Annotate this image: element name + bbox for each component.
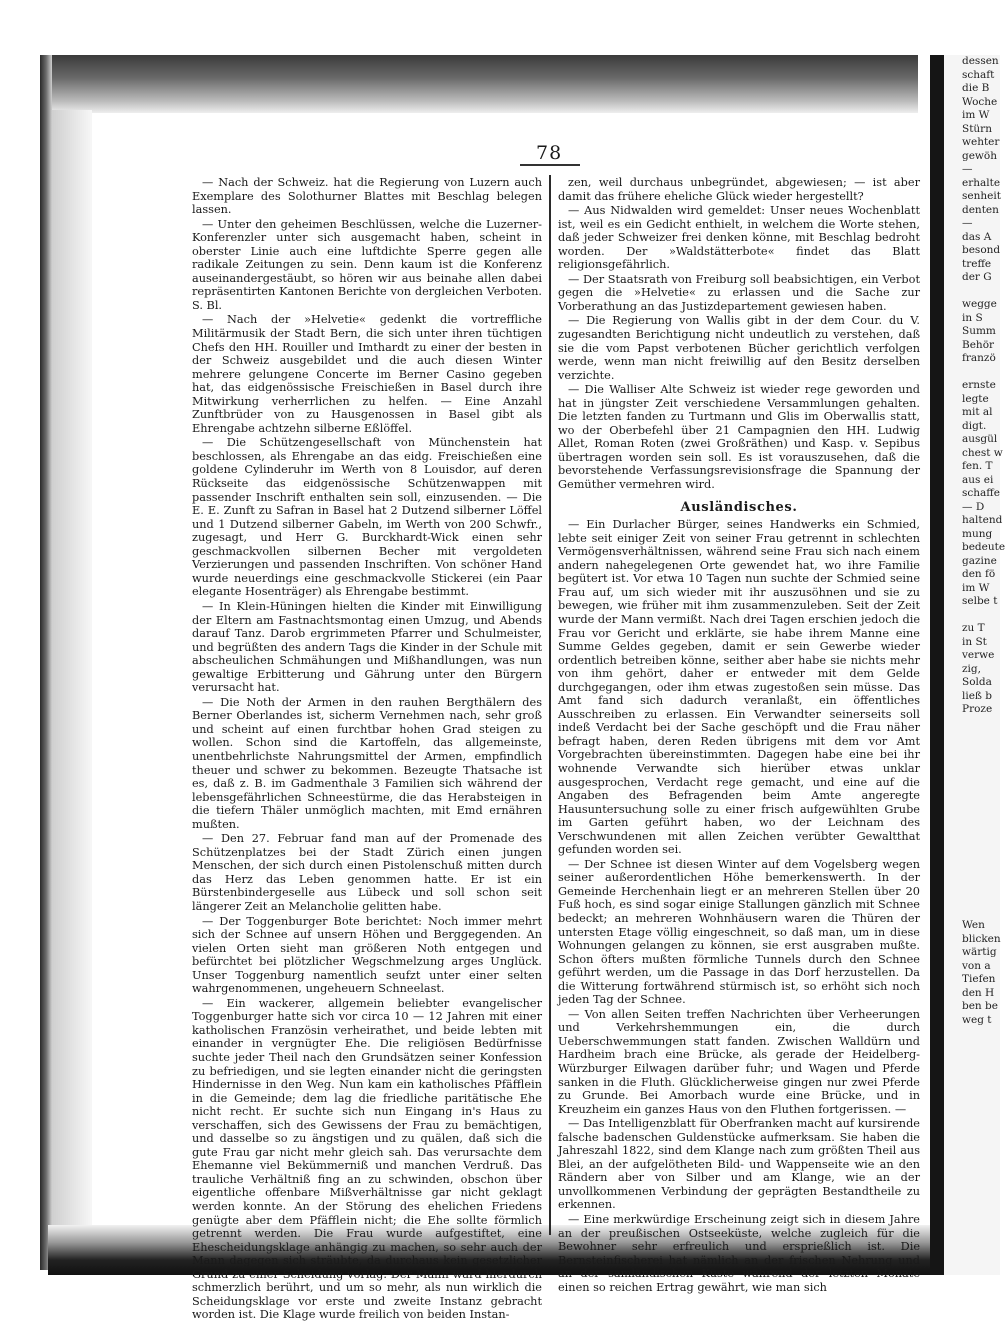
article-paragraph: — Eine merkwürdige Erscheinung zeigt sich in diesem Jahre an der preußischen Ostseeküste, welche zugleich für die Bewohner sehr erfreulich und ersprießlich ist. Die Bernsteinfischerei hat nämlich an der frischen Nehrung und an der samländischen Küste während der letzten Monate einen so reichen Ertrag gewährt, wie man sich [558,1213,920,1294]
facing-page-line: im W [962,109,990,121]
facing-page-line: legte [962,392,989,405]
facing-page-line: treffe [962,257,992,270]
facing-page-line: mung [962,527,993,540]
header-rule [520,164,580,166]
facing-page-line: chest w [962,446,1003,459]
facing-page-line: Proze [962,703,993,715]
facing-page-line: das A [962,230,992,243]
article-paragraph: — Ein Durlacher Bürger, seines Handwerks ein Schmied, lebte seit einiger Zeit von seiner Frau getrennt in schlechten Vermögensverhältnissen, während seine Frau sich nach einem andern nahegelegenen Orte gewendet hat, wo ihre Familie begütert ist. Vor etwa 10 Tagen nun suchte der Schmied seine Frau auf, um sich wieder mit ihr auszusöhnen und sie zu bewegen, wie früher mit ihm zusammenzuleben. Seit der Zeit wurde der Mann vermißt. Nach drei Tagen erschien jedoch die Frau vor Gericht und erklärte, sie habe ihrem Manne eine Summe Geldes gegeben, damit er sein Gewerbe wieder ordentlich betreiben könne, seither aber habe sie nichts mehr von ihm gehört, daher er entweder mit dem Gelde durchgegangen, oder ihm etwas zugestoßen sein müsse. Das Amt fand sich dadurch veranlaßt, ein öffentliches Ausschreiben zu erlassen. Ein Verwandter seinerseits soll indeß Verdacht bei der Sache geschöpft und die Frau näher befragt haben, deren Reden übrigens mit dem vor Amt Vorgebrachten übereinstimmten. Dagegen habe eine bei ihr wohnende Verwandte sich hierüber etwas unklar ausgesprochen, Verdacht rege gemacht, und eine auf die Angaben des Befragenden beim Amte angeregte Hausuntersuchung solle zu einer frisch aufgewühlten Grube im Garten geführt haben, wo der Leichnam des Verschwundenen mit allen Zeichen verübter Gewaltthat gefunden worden sei. [558,518,920,857]
facing-page-line: im W [962,581,990,594]
facing-page-line [944,771,1000,785]
facing-page-line: schaft [962,68,995,81]
facing-page-line: Solda [962,676,992,688]
scan-margin-top [0,0,1000,62]
facing-page-line: den H [962,986,995,999]
facing-page-line [944,366,1000,380]
facing-page-line [944,717,1000,731]
facing-page-line: Stürn [962,122,992,135]
facing-page-line [944,865,1000,879]
facing-page-line: Wen [962,919,985,931]
facing-page-line: gewöh [962,149,998,162]
facing-page-line: selbe t [962,595,998,607]
facing-page-line: wärtig [962,946,997,958]
facing-page-line: von a [962,959,991,972]
facing-page-line: ließ b [962,689,993,702]
facing-page-line: — [962,163,973,175]
left-column [192,176,542,1323]
facing-page-line: den fö [962,568,996,580]
article-paragraph: — Unter den geheimen Beschlüssen, welche die Luzerner-Konferenzler unter sich ausgemacht haben, scheint in oberster Linie auch eine luftdichte Sperre gegen alle radikale Zeitungen zu sein. Denn kaum ist die Konferenz auseinandergestäubt, so hören wir aus beinahe allen dabei repräsentirten Kantonen Berichte von dergleichen Verboten. S. Bl. [192,217,542,312]
facing-page-line: besond [962,244,1001,256]
book-gutter [930,55,944,1275]
facing-page-line: zig, [962,662,981,675]
facing-page-line: bedeute [962,541,1005,553]
facing-page-line: in St [962,635,987,648]
article-paragraph: — Von allen Seiten treffen Nachrichten über Verheerungen und Verkehrshemmungen ein, die durch Ueberschwemmungen statt fanden. Zwischen Walldürn und Hardheim brach eine Brücke, als gerade der Heidelberg-Würzburger Eilwagen darüber fuhr; und Wagen und Pferde sanken in die Fluth. Glücklicherweise gingen nur zwei Pferde zu Grunde. Bei Amorbach wurde eine Brücke, und in Kreuzheim ein ganzes Haus von den Fluthen fortgerissen. — [558,1007,920,1116]
article-paragraph: — Das Intelligenzblatt für Oberfranken macht auf kursirende falsche badenschen Guldenstücke aufmerksam. Sie haben die Jahreszahl 1822, sind dem Klange nach zum größten Theil aus Blei, an der aufgelötheten Bild- und Wappenseite wie an den Rändern aber von Silber und am Klange, wie an der unvollkommenen Verbindung der geprägten Bestandtheile zu erkennen. [558,1117,920,1212]
facing-page-line [944,892,1000,906]
facing-page-line: wegge [962,298,997,310]
facing-page-line: weg t [962,1013,992,1026]
facing-page-line: Woche [962,95,998,108]
facing-page-line: fen. T [962,460,993,472]
facing-page-line: dessen [962,55,999,67]
facing-page-line [944,798,1000,812]
facing-page-line [944,744,1000,758]
facing-page-line: — D [962,500,985,513]
facing-page-line: denten [962,203,999,216]
facing-page-line: blicken [962,932,1001,945]
facing-page-line [944,825,1000,839]
facing-page-line [944,285,1000,299]
facing-page-line: der G [962,271,992,283]
facing-page-line: wehter [962,136,1000,148]
article-paragraph: zen, weil durchaus unbegründet, abgewiesen; — ist aber damit das frühere eheliche Glück wieder hergestellt? [558,176,920,203]
facing-page-line: ausgül [962,433,998,445]
facing-page-line: Tiefen [962,973,996,985]
article-paragraph: — Die Regierung von Wallis gibt in der dem Cour. du V. zugesandten Berichtigung nicht undeutlich zu verstehen, daß sie die vom Papst verbotenen Bücher gerichtlich verfolgen werde, wenn man nicht freiwillig auf den Besitz derselben verzichte. [558,314,920,382]
page-edge-shadow [52,110,92,1230]
article-paragraph: — In Klein-Hüningen hielten die Kinder mit Einwilligung der Eltern am Fastnachtsmontag einen Umzug, und Abends darauf Tanz. Darob ergrimmeten Pfarrer und Schulmeister, und begrüßten des andern Tags die Kinder in der Schule mit abscheulichen Schmähungen und Mißhandlungen, was nun gewaltige Erbitterung und Gährung unter den Bürgern verursacht hat. [192,599,542,695]
facing-page-line: mit al [962,406,993,418]
facing-page-line: die B [962,82,990,94]
article-paragraph: — Nach der »Helvetie« gedenkt die vortreffliche Militärmusik der Stadt Bern, die sich unter ihren tüchtigen Chefs den HH. Rouiller und Imthardt zu einer der besten in der Schweiz ausgebildet und die auch diesen Winter mehrere gelungene Concerte im Berner Casino gegeben hat, das eidgenössische Freischießen in Basel durch ihre Mitwirkung verherrlichen zu helfen. — Eine Anzahl Zunftbrüder von zu Hausgenossen in Basel gibt als Ehrengabe achtzehn silberne Eßlöffel. [192,313,542,435]
column-divider [549,175,551,1235]
article-paragraph: — Ein wackerer, allgemein beliebter evangelischer Toggenburger hatte sich vor circa 10 — 12 Jahren mit einer katholischen Französin verheirathet, und beide lebten mit einander in vergnügter Ehe. Die religiösen Bedürfnisse suchte jeder Theil nach den Grundsätzen seiner Konfession zu befriedigen, und sie legten einander nicht die geringsten Hindernisse in den Weg. Nun kam ein katholisches Pfäfflein in die Gemeinde; dem lag die friedliche paritätische Ehe nicht recht. Er suchte sich nun Eingang in's Haus zu verschaffen, sich des Gewissens der Frau zu bemächtigen, und dasselbe so zu ängstigen und zu quälen, daß sich die gute Frau gar nicht mehr gleich sah. Das verursachte dem Ehemanne viel Bekümmerniß und manchen Verdruß. Das trauliche Verhältniß fing an zu schwinden, obschon über eigentliche offenbare Mißverhältnisse gar nicht geklagt werden konnte. An der Störung des ehelichen Friedens genügte aber dem Pfäfflein nicht; die Ehe sollte förmlich getrennt werden. Die Frau wurde aufgestiftet, eine Ehescheidungsklage anhängig zu machen, so sehr auch der Mann dagegen sich sträubte, da durchaus kein gesetzlicher Grund zu einer Scheidung vorlag. Der Mann ward hierdurch schmerzlich berührt, und um so mehr, als nun wirklich die Scheidungsklage vor erste und zweite Instanz gebracht worden ist. Die Klage wurde freilich von beiden Instan- [192,996,542,1322]
facing-page-line [944,879,1000,893]
facing-page-line [944,906,1000,920]
facing-page-line: senheit [962,190,1001,202]
facing-page-line [944,838,1000,852]
article-paragraph: — Die Noth der Armen in den rauhen Bergthälern des Berner Oberlandes ist, sicherm Vernehmen nach, sehr groß und scheint auf einen furchtbar hohen Grad steigen zu wollen. Schon sind die Kartoffeln, das allgemeinste, unentbehrlichste Nahrungsmittel der Armen, empfindlich theuer und schwer zu bekommen. Bezeugte Thatsache ist es, daß z. B. im Gadmenthale 3 Familien sich während der lebensgefährlichen Schneestürme, die das Herabsteigen in die tiefern Thäler unmöglich machten, mit Emd ernähren mußten. [192,695,542,831]
page-number: 78 [536,142,563,164]
article-paragraph: — Der Staatsrath von Freiburg soll beabsichtigen, ein Verbot gegen die »Helvetie« zu erlassen und die Sache zur Vorberathung an das Justizdepartement gewiesen haben. [558,272,920,313]
right-column-foreign-news [558,518,920,1294]
facing-page-line: Summ [962,325,996,337]
scan-frame-left [40,55,52,1270]
facing-page-line: Behör [962,338,995,351]
facing-page-line: erhalte [962,176,1001,189]
facing-page-line: aus ei [962,473,994,486]
right-column-domestic-news [558,176,920,492]
article-paragraph: — Nach der Schweiz. hat die Regierung von Luzern auch Exemplare des Solothurner Blattes mit Beschlag belegen lassen. [192,176,542,217]
facing-page-line: zu T [962,622,985,634]
facing-page-line: ben be [962,1000,998,1012]
facing-page-line [944,852,1000,866]
facing-page-line: verwe [962,649,995,661]
facing-page-line [944,811,1000,825]
article-paragraph: — Der Schnee ist diesen Winter auf dem Vogelsberg wegen seiner außerordentlichen Höhe bemerkenswerth. In der Gemeinde Herchenhain liegt er an mehreren Stellen über 20 Fuß hoch, es sind sogar einige Stallungen gänzlich mit Schnee bedeckt; an mehreren Wohnhäusern waren die Thüren der untersten Etage völlig eingeschneit, so daß man, um in diese Wohnungen gelangen zu können, sie erst ausgraben mußte. Schon öfters mußten förmliche Tunnels durch den Schnee geführt werden, um die Passage in das Dorf herzustellen. Da die Witterung fortwährend stürmisch ist, so erhöht sich noch jeden Tag der Schnee. [558,857,920,1007]
facing-page-line [944,757,1000,771]
facing-page-line [944,609,1000,623]
facing-page-fragment [944,55,1005,1275]
article-paragraph: — Die Schützengesellschaft von Münchenstein hat beschlossen, als Ehrengabe an das eidg. Freischießen eine goldene Cylinderuhr im Werth von 8 Louisdor, auf deren Rückseite das eidgenössische Schützenwappen mit passender Inschrift enthalten sein soll, einzusenden. — Die E. E. Zunft zu Safran in Basel hat 2 Dutzend silberner Löffel und 1 Dutzend silberner Gabeln, im Werth von 200 Schwfr., zugesagt, und Herr G. Burckhardt-Wick einen sehr geschmackvollen silbernen Becher mit vergoldeten Verzierungen und passenden Inschriften. Von schöner Hand wurde neuerdings eine geschmackvolle Stickerei (ein Paar elegante Hosenträger) als Ehrengabe bestimmt. [192,436,542,599]
facing-page-line [944,784,1000,798]
article-paragraph: — Den 27. Februar fand man auf der Promenade des Schützenplatzes bei der Stadt Zürich einen jungen Menschen, der sich durch einen Pistolenschuß mitten durch das Herz das Leben genommen hatte. Er ist ein Bürstenbindergeselle aus Lübeck und soll schon seit längerer Zeit an Melancholie gelitten habe. [192,832,542,913]
facing-page-line: haltend [962,514,1003,526]
article-paragraph: — Die Walliser Alte Schweiz ist wieder rege geworden und hat in jüngster Zeit verschiedene Versammlungen gehalten. Die letzten fanden zu Turtmann und Glis im Oberwallis statt, wo der Oberbefehl über 21 Campagnien den HH. Ludwig Allet, Roman Roten (zwei Großräthen) und Kasp. v. Sepibus übertragen worden sein soll. Es ist vorauszusehen, daß die bevorstehende Verfassungsrevisionsfrage die Spannung der Gemüther vermehren wird. [558,383,920,492]
facing-page-line: ernste [962,379,996,391]
facing-page-line: franzö [962,352,996,364]
right-column [558,176,920,1295]
facing-page-line [944,730,1000,744]
facing-page-line: schaffe [962,487,1000,499]
article-paragraph: — Aus Nidwalden wird gemeldet: Unser neues Wochenblatt ist, weil es ein Gedicht enthielt, in welchem die Worte stehen, daß jeder Schweizer frei denken könne, mit Beschlag bedroht worden. Der »Waldstätterbote« findet das Blatt religionsgefährlich. [558,204,920,272]
section-heading: Ausländisches. [680,499,798,515]
scan-frame-top [48,55,918,113]
article-paragraph: — Der Toggenburger Bote berichtet: Noch immer mehrt sich der Schnee auf unsern Höhen und Berggegenden. An vielen Orten sieht man größeren Noth entgegen und befürchtet bei plötzlicher Wegschmelzung arges Unglück. Unser Toggenburg namentlich seufzt unter einer selten wahrgenommenen, ungeheuern Schneelast. [192,914,542,996]
facing-page-line: — [962,217,973,229]
facing-page-line: digt. [962,419,987,432]
facing-page-line: gazine [962,554,997,567]
facing-page-line: in S [962,311,983,324]
